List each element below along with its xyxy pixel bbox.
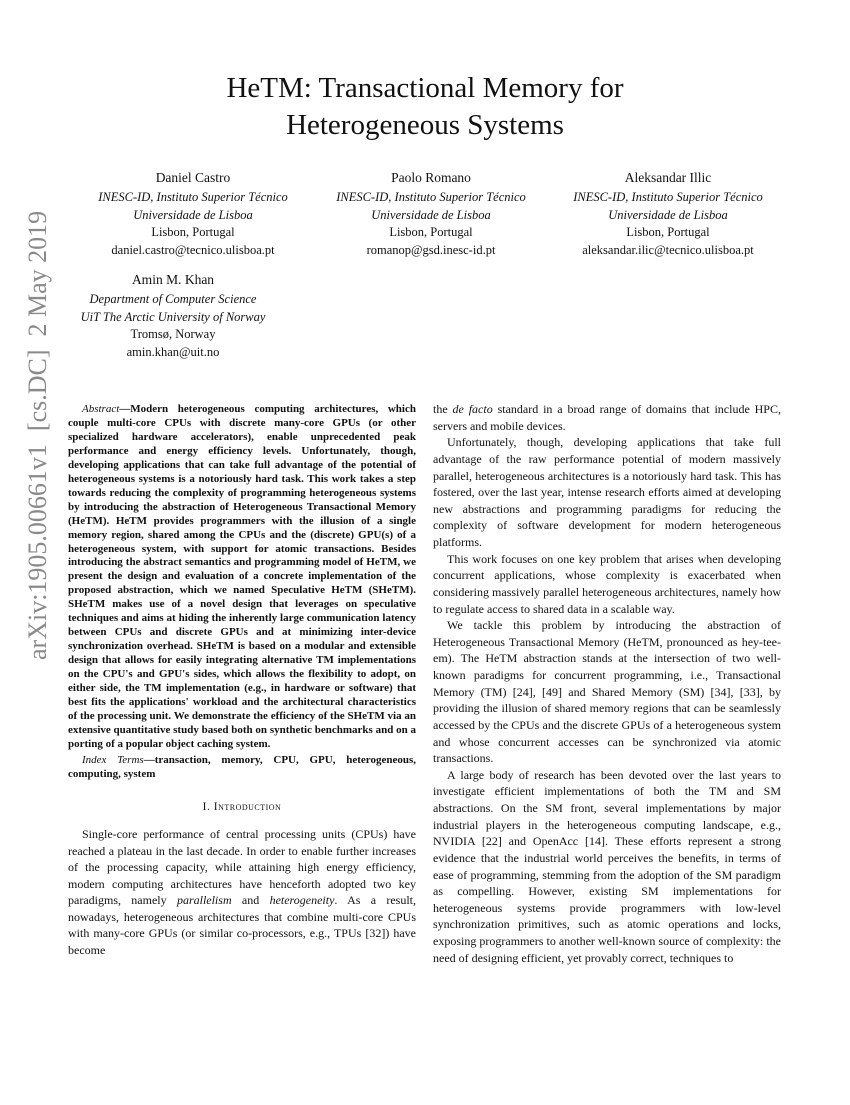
intro-paragraph-1 bbox=[68, 826, 416, 958]
intro-paragraph-2: Unfortunately, though, developing applications that take full advantage of the raw performance potential of modern massively parallel, heterogeneous architectures is a notoriously hard task. This has fostered, over the last year, intense research efforts aimed at developing new abstractions and programming paradigms for reducing the complexity of software development for modern heterogeneous platforms. bbox=[433, 435, 781, 549]
section-title: Introduction bbox=[213, 800, 282, 813]
intro-paragraph-4: We tackle this problem by introducing the abstraction of Heterogeneous Transactional Memory (HeTM, pronounced as hey-tee-em). The HeTM abstraction stands at the intersection of two well-known paradigms for concurrent programming, i.e., Transactional Memory (TM) [24], [49] and Shared Memory (SM) [34], [33], by providing the illusion of shared memory regions that can be seamlessly accessed by the CPUs and the discrete GPUs of a heterogeneous system and whose concurrent accesses can be synchronized via atomic transactions. bbox=[433, 618, 781, 766]
paragraph-text: the bbox=[433, 402, 453, 416]
author-block-2 bbox=[306, 168, 556, 259]
author-university: Universidade de Lisboa bbox=[133, 207, 253, 222]
author-university: Universidade de Lisboa bbox=[608, 207, 728, 222]
paragraph-text: . As a result, nowadays, heterogeneous architectures that combine multi-core CPUs with many-core GPUs (or similar co-processors, e.g., TPUs [32]) have become bbox=[68, 893, 417, 957]
arxiv-identifier-stamp bbox=[0, 0, 60, 1100]
author-block-1 bbox=[68, 168, 318, 259]
author-name: Paolo Romano bbox=[391, 170, 471, 185]
emphasis-text: heterogeneity bbox=[269, 893, 335, 908]
index-terms-text: —transaction, memory, CPU, GPU, heterogeneous, computing, system bbox=[68, 753, 416, 780]
intro-paragraph-5: A large body of research has been devoted over the last years to investigate efficient implementations of both the TM and SM abstractions. On the SM front, several implementations by major industrial players in the heterogeneous computing landscape, e.g., NVIDIA [22] and OpenAcc [14]. These efforts represent a strong evidence that the industrial world perceives the benefits, in terms of ease of programming, stemming from the adoption of the SM paradigm as compelling. However, existing SM implementations for heterogeneous systems provide programmers with low-level synchronization primitives, such as atomic operations and locks, exposing programmers to another well-known source of complexity: the need of designing efficient, yet provably correct, techniques to bbox=[433, 767, 781, 965]
title-line-1: HeTM: Transactional Memory for bbox=[226, 72, 624, 104]
intro-paragraph-continued bbox=[433, 401, 781, 434]
right-column bbox=[433, 401, 781, 966]
paragraph-text: and bbox=[231, 893, 270, 908]
intro-paragraph-3: This work focuses on one key problem that arises when developing concurrent applications, whose complexity is exacerbated when considering massively parallel heterogeneous architectures, namely how to regulate access to shared data in a scalable way. bbox=[433, 551, 781, 616]
emphasis-text: de facto bbox=[452, 402, 493, 416]
author-university: UiT The Arctic University of Norway bbox=[80, 309, 266, 324]
paper-title bbox=[60, 70, 790, 144]
author-block-4 bbox=[48, 270, 298, 361]
author-location: Tromsø, Norway bbox=[130, 327, 216, 341]
index-terms bbox=[68, 754, 416, 782]
author-block-3 bbox=[543, 168, 793, 259]
author-affiliation: INESC-ID, Instituto Superior Técnico bbox=[573, 190, 763, 204]
section-heading-introduction bbox=[68, 799, 416, 816]
author-affiliation: INESC-ID, Instituto Superior Técnico bbox=[336, 190, 526, 204]
author-department: Department of Computer Science bbox=[89, 292, 257, 306]
emphasis-text: parallelism bbox=[176, 893, 232, 908]
author-location: Lisbon, Portugal bbox=[626, 225, 710, 239]
author-name: Daniel Castro bbox=[155, 170, 231, 185]
author-email: daniel.castro@tecnico.ulisboa.pt bbox=[111, 242, 275, 257]
author-email: amin.khan@uit.no bbox=[126, 344, 220, 359]
author-email: aleksandar.ilic@tecnico.ulisboa.pt bbox=[582, 242, 754, 257]
abstract-text: —Modern heterogeneous computing architectures, which couple multi-core CPUs with discrete many-core GPUs (or other specialized hardware accelerators), enable unprecedented peak performance and energy efficiency levels. Unfortunately, though, developing applications that can take full advantage of the potential of heterogeneous systems is a notoriously hard task. This work takes a step towards reducing the complexity of programming heterogeneous systems by introducing the abstraction of Heterogeneous Transactional Memory (HeTM). HeTM provides programmers with the illusion of a single memory region, shared among the CPUs and the (discrete) GPU(s) of a heterogeneous system, with support for atomic transactions. Besides introducing the abstract semantics and programming model of HeTM, we present the design and evaluation of a concrete implementation of the proposed abstraction, which we named Speculative HeTM (SHeTM). SHeTM makes use of a novel design that leverages on speculative techniques and aims at hiding the inherently large communication latency between CPUs and discrete GPUs and at minimizing inter-device synchronization overhead. SHeTM is based on a modular and extensible design that allows for easily integrating alternative TM implementations on the CPU's and GPU's sides, which allows the flexibility to adopt, on either side, the TM implementation (e.g., in hardware or software) that best fits the applications' workload and the architectural characteristics of the processing unit. We demonstrate the efficiency of the SHeTM via an extensive quantitative study based both on synthetic benchmarks and on a porting of a popular object caching system. bbox=[68, 403, 416, 750]
arxiv-identifier-text: arXiv:1905.00661v1 [cs.DC] 2 May 2019 bbox=[23, 210, 52, 660]
abstract bbox=[68, 403, 416, 752]
title-line-2: Heterogeneous Systems bbox=[286, 109, 564, 141]
left-column bbox=[68, 403, 416, 958]
author-university: Universidade de Lisboa bbox=[371, 207, 491, 222]
author-location: Lisbon, Portugal bbox=[151, 225, 235, 239]
section-number: I. bbox=[202, 800, 211, 813]
abstract-label: Abstract bbox=[82, 403, 120, 415]
paragraph-text: standard in a broad range of domains that include HPC, servers and mobile devices. bbox=[433, 402, 781, 433]
author-affiliation: INESC-ID, Instituto Superior Técnico bbox=[98, 190, 288, 204]
author-location: Lisbon, Portugal bbox=[389, 225, 473, 239]
author-email: romanop@gsd.inesc-id.pt bbox=[366, 242, 496, 257]
index-terms-label: Index Terms bbox=[82, 753, 144, 766]
paragraph-text: Single-core performance of central processing units (CPUs) have reached a plateau in the last decade. In order to enable further increases of the processing capacity, while attaining high energy efficiency, modern computing architectures have henceforth adopted two key paradigms, namely bbox=[68, 827, 416, 908]
author-name: Aleksandar Illic bbox=[624, 170, 712, 185]
author-name: Amin M. Khan bbox=[131, 272, 215, 287]
